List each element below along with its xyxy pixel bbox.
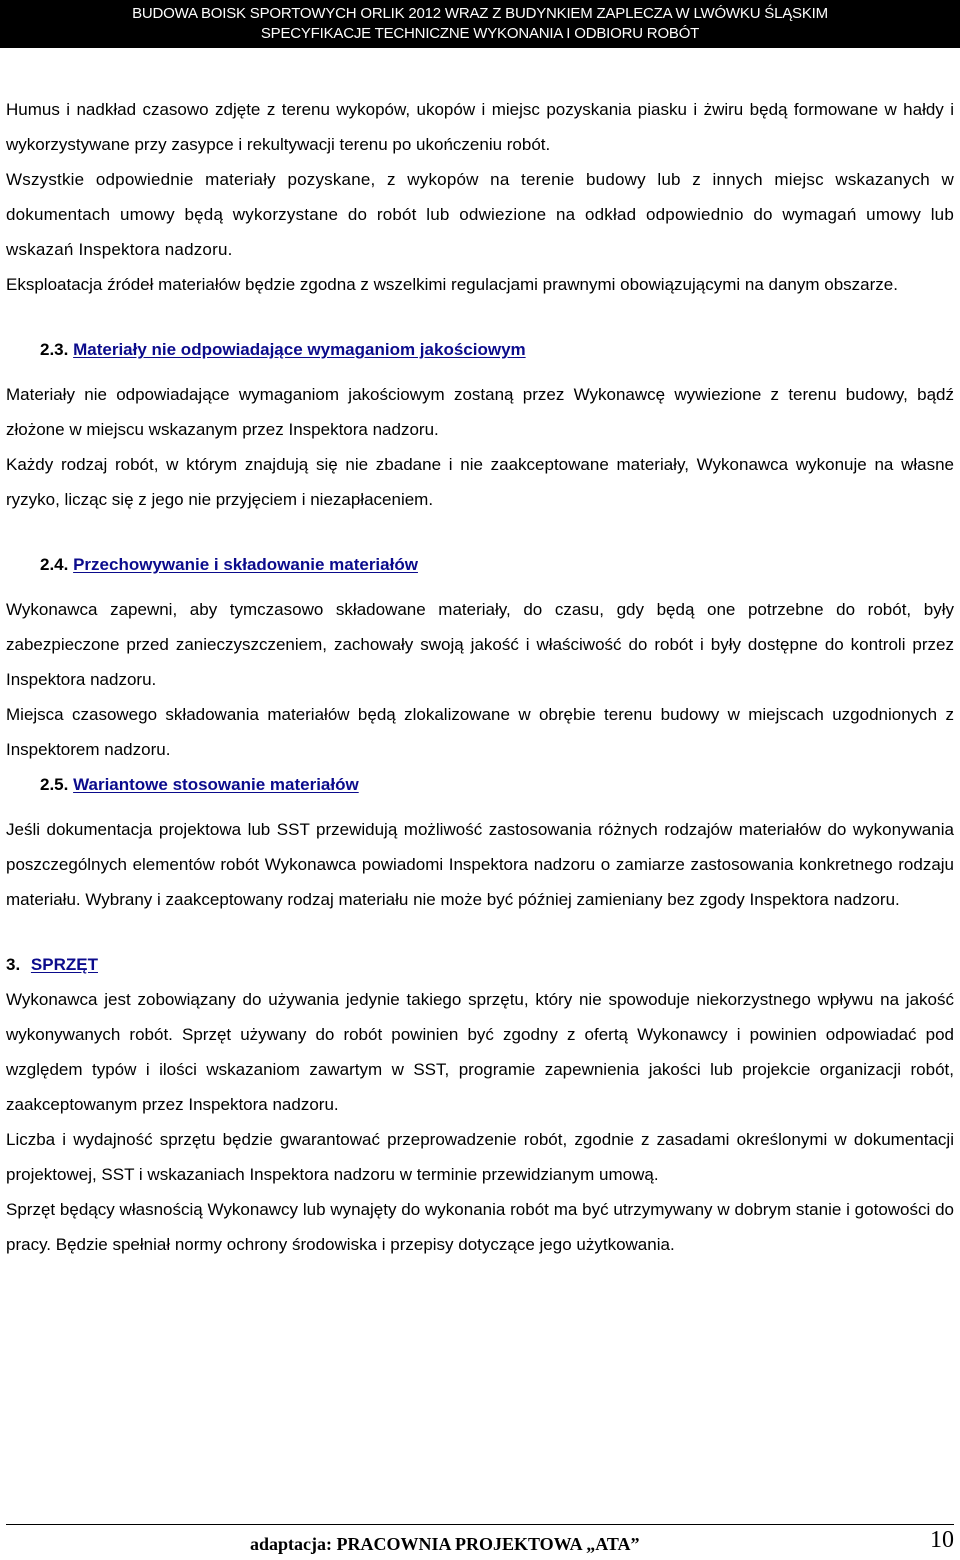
intro-paragraph-3: Eksploatacja źródeł materiałów będzie zgodna z wszelkimi regulacjami prawnymi obowiązującymi na danym obszarze. [6, 275, 898, 294]
section-2-3-paragraph-1: Materiały nie odpowiadające wymaganiom jakościowym zostaną przez Wykonawcę wywiezione z terenu budowy, bądź złożone w miejscu wskazanym przez Inspektora nadzoru. [6, 385, 954, 439]
footer-divider [6, 1524, 954, 1525]
intro-paragraph-1: Humus i nadkład czasowo zdjęte z terenu wykopów, ukopów i miejsc pozyskania piasku i żwiru będą formowane w hałdy i wykorzystywane przy zasypce i rekultywacji terenu po ukończeniu robót. [6, 100, 954, 154]
section-heading-3 [6, 947, 954, 982]
section-2-4-paragraph-2: Miejsca czasowego składowania materiałów będą zlokalizowane w obrębie terenu budowy w miejscach uzgodnionych z Inspektorem nadzoru. [6, 705, 954, 759]
section-number: 2.5. [40, 775, 69, 794]
section-title: Wariantowe stosowanie materiałów [73, 775, 359, 794]
section-heading-2-5 [6, 767, 954, 802]
section-heading-2-4 [6, 547, 954, 582]
section-3-paragraph-2: Liczba i wydajność sprzętu będzie gwarantować przeprowadzenie robót, zgodnie z zasadami określonymi w dokumentacji projektowej, SST i wskazaniach Inspektora nadzoru w terminie przewidzianym umową. [6, 1130, 954, 1184]
section-title: Materiały nie odpowiadające wymaganiom jakościowym [73, 340, 526, 359]
section-heading-2-3 [6, 332, 954, 367]
section-3-paragraph-1: Wykonawca jest zobowiązany do używania jedynie takiego sprzętu, który nie spowoduje niekorzystnego wpływu na jakość wykonywanych robót. Sprzęt używany do robót powinien być zgodny z ofertą Wykonawcy i powinien odpowiadać pod względem typów i ilości wskazaniom zawartym w SST, programie zapewnienia jakości lub projekcie organizacji robót, zaakceptowanym przez Inspektora nadzoru. [6, 990, 954, 1114]
section-3-paragraph-3: Sprzęt będący własnością Wykonawcy lub wynajęty do wykonania robót ma być utrzymywany w dobrym stanie i gotowości do pracy. Będzie spełniał normy ochrony środowiska i przepisy dotyczące jego użytkowania. [6, 1200, 954, 1254]
document-footer [250, 1527, 954, 1556]
section-number: 3. [6, 955, 21, 974]
intro-paragraph-2: Wszystkie odpowiednie materiały pozyskane, z wykopów na terenie budowy lub z innych miejsc wskazanych w dokumentach umowy będą wykorzystane do robót lub odwiezione na odkład odpowiednio do wymagań umowy lub wskazań Inspektora nadzoru. [6, 170, 954, 259]
section-title: SPRZĘT [30, 955, 98, 974]
section-title: Przechowywanie i składowanie materiałów [73, 555, 418, 574]
footer-label: adaptacja: PRACOWNIA PROJEKTOWA „ATA” [250, 1534, 640, 1554]
section-2-3-paragraph-2: Każdy rodzaj robót, w którym znajdują się nie zbadane i nie zaakceptowane materiały, Wykonawca wykonuje na własne ryzyko, licząc się z jego nie przyjęciem i niezapłaceniem. [6, 455, 954, 509]
section-number: 2.3. [40, 340, 69, 359]
header-subtitle: SPECYFIKACJE TECHNICZNE WYKONANIA I ODBIORU ROBÓT [260, 25, 700, 42]
document-header [0, 0, 960, 48]
section-2-5-paragraph-1: Jeśli dokumentacja projektowa lub SST przewidują możliwość zastosowania różnych rodzajów materiałów do wykonywania poszczególnych elementów robót Wykonawca powiadomi Inspektora nadzoru o zamiarze zastosowania konkretnego rodzaju materiału. Wybrany i zaakceptowany rodzaj materiału nie może być później zamieniany bez zgody Inspektora nadzoru. [6, 820, 954, 909]
page-number: 10 [930, 1527, 954, 1553]
section-number: 2.4. [40, 555, 69, 574]
document-body [6, 92, 954, 1262]
header-title: BUDOWA BOISK SPORTOWYCH ORLIK 2012 WRAZ Z BUDYNKIEM ZAPLECZA W LWÓWKU ŚLĄSKIM [132, 5, 828, 22]
section-2-4-paragraph-1: Wykonawca zapewni, aby tymczasowo składowane materiały, do czasu, gdy będą one potrzebne do robót, były zabezpieczone przed zanieczyszczeniem, zachowały swoją jakość i właściwość do robót i były dostępne do kontroli przez Inspektora nadzoru. [6, 600, 954, 689]
